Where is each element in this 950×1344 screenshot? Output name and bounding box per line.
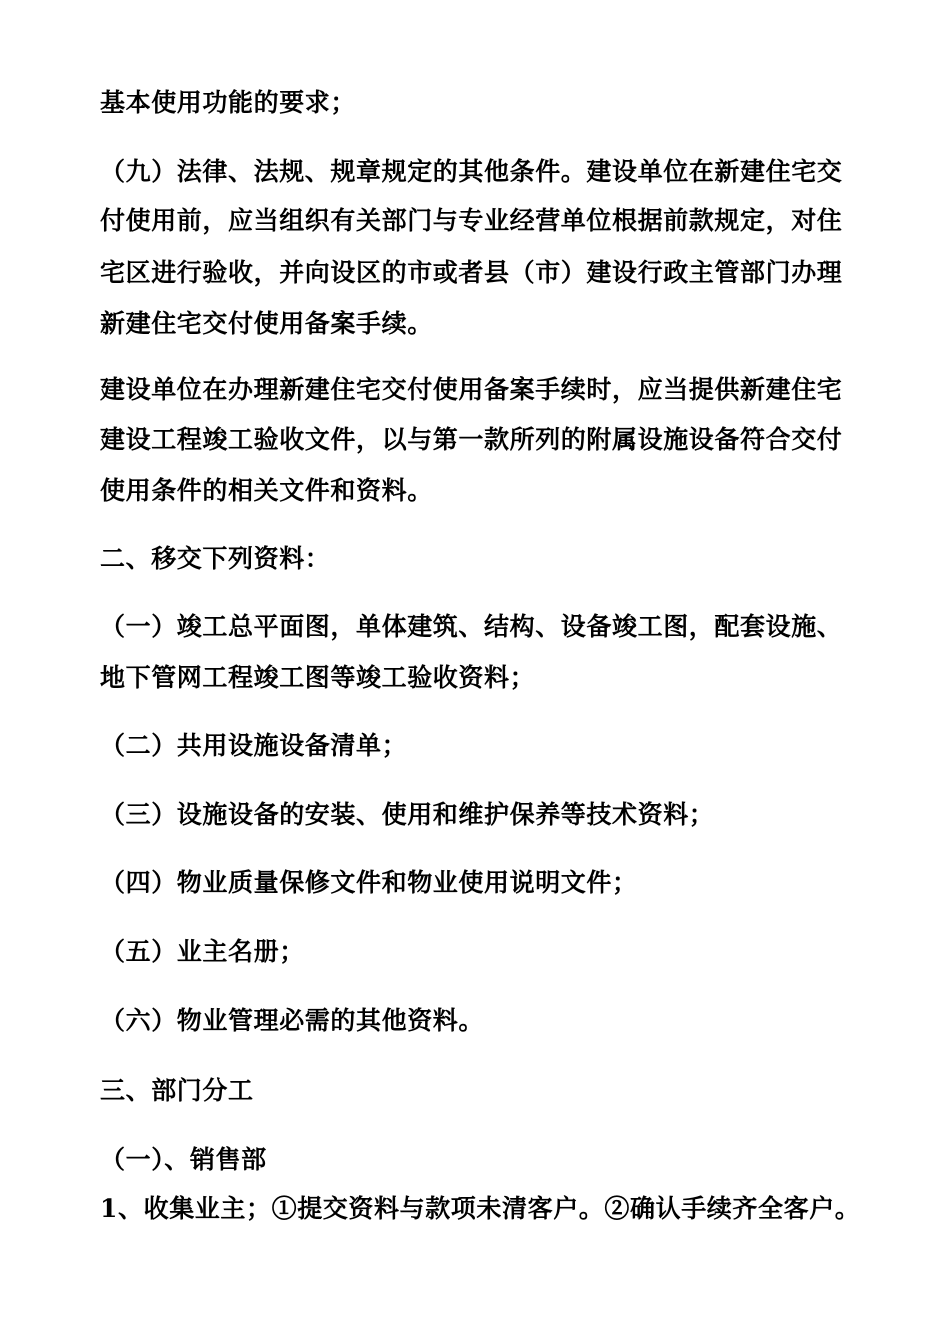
text-line: （九）法律、法规、规章规定的其他条件。建设单位在新建住宅交 — [100, 157, 843, 186]
list-item: （五）业主名册； — [100, 937, 305, 966]
text-line: 建设工程竣工验收文件，以与第一款所列的附属设施设备符合交付 — [100, 425, 843, 454]
text-line: 付使用前，应当组织有关部门与专业经营单位根据前款规定，对住 — [100, 206, 843, 235]
text-line: 1、收集业主；①提交资料与款项未清客户。②确认手续齐全客户。 — [100, 1194, 861, 1223]
text-line: 地下管网工程竣工图等竣工验收资料； — [100, 663, 536, 692]
section-heading: 三、部门分工 — [100, 1076, 254, 1105]
text-line: 使用条件的相关文件和资料。 — [100, 476, 433, 505]
text-line: 建设单位在办理新建住宅交付使用备案手续时，应当提供新建住宅 — [100, 375, 843, 404]
text-line: 宅区进行验收，并向设区的市或者县（市）建设行政主管部门办理 — [100, 258, 843, 287]
list-item: （三）设施设备的安装、使用和维护保养等技术资料； — [100, 800, 715, 829]
list-item: （二）共用设施设备清单； — [100, 731, 408, 760]
list-item: （四）物业质量保修文件和物业使用说明文件； — [100, 868, 638, 897]
subsection-heading: （一）、销售部 — [100, 1145, 267, 1174]
list-item: （六）物业管理必需的其他资料。 — [100, 1006, 485, 1035]
list-item: （一）竣工总平面图，单体建筑、结构、设备竣工图，配套设施、 — [100, 612, 843, 641]
section-heading: 二、移交下列资料： — [100, 544, 331, 573]
text-line: 新建住宅交付使用备案手续。 — [100, 309, 433, 338]
text-line: 基本使用功能的要求； — [100, 88, 357, 117]
